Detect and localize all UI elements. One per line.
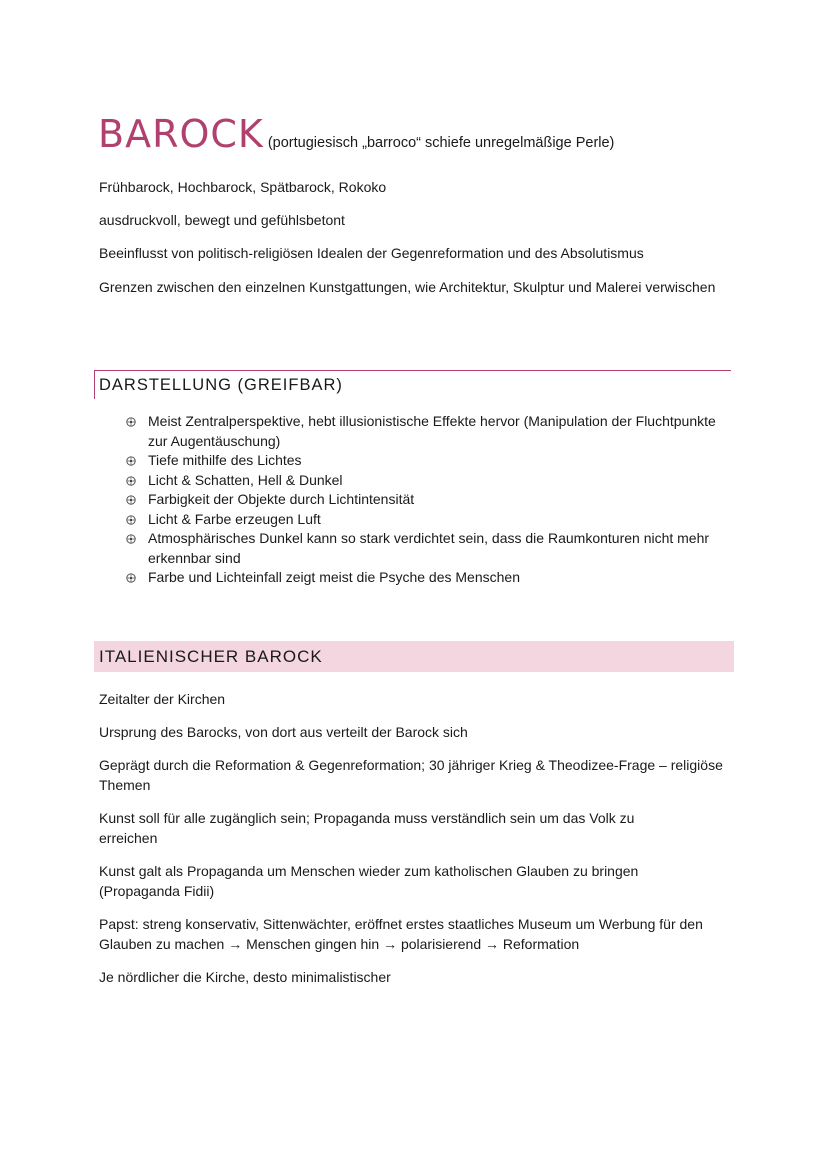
list-item-text: Tiefe mithilfe des Lichtes (148, 452, 302, 468)
body-paragraph: Ursprung des Barocks, von dort aus verteilt der Barock sich (99, 724, 468, 740)
list-item (126, 529, 726, 568)
section-heading-text: DARSTELLUNG (GREIFBAR) (99, 376, 343, 394)
flower-bullet-icon (126, 534, 136, 544)
flower-bullet-icon (126, 515, 136, 525)
body-paragraph: Zeitalter der Kirchen (99, 691, 226, 707)
list-item (126, 451, 726, 471)
section-heading-italienischer-barock (94, 641, 734, 672)
section-heading-text: ITALIENISCHER BAROCK (99, 647, 323, 666)
flower-bullet-icon (126, 476, 136, 486)
intro-paragraph: Frühbarock, Hochbarock, Spätbarock, Rokoko (99, 179, 387, 195)
list-item (126, 510, 726, 530)
flower-bullet-icon (126, 417, 136, 427)
page-title: BAROCK (98, 112, 264, 156)
flower-bullet-icon (126, 573, 136, 583)
list-item-text: Atmosphärisches Dunkel kann so stark verdichtet sein, dass die Raumkonturen nicht mehr erkennbar sind (148, 530, 710, 566)
title-subtitle: (portugiesisch „barroco“ schiefe unregelmäßige Perle) (267, 135, 615, 151)
title-line (98, 112, 614, 156)
list-item (126, 471, 726, 491)
body-paragraph: Kunst soll für alle zugänglich sein; Propaganda muss verständlich sein um das Volk zu erreichen (99, 810, 635, 846)
list-item-text: Meist Zentralperspektive, hebt illusionistische Effekte hervor (Manipulation der Fluchtpunkte zur Augentäuschung) (148, 413, 716, 449)
list-item-text: Licht & Farbe erzeugen Luft (148, 510, 321, 527)
flower-bullet-icon (126, 495, 136, 505)
list-item-text: Farbe und Lichteinfall zeigt meist die Psyche des Menschen (148, 569, 520, 585)
section-heading-darstellung (94, 370, 731, 399)
list-item-text: Licht & Schatten, Hell & Dunkel (148, 471, 343, 488)
body-paragraph: Je nördlicher die Kirche, desto minimalistischer (99, 969, 391, 985)
body-paragraph: Kunst galt als Propaganda um Menschen wieder zum katholischen Glauben zu bringen (Propaganda Fidii) (99, 863, 639, 899)
intro-paragraph: Beeinflusst von politisch-religiösen Idealen der Gegenreformation und des Absolutismus (99, 245, 644, 261)
list-item (126, 568, 726, 588)
body-paragraph: Geprägt durch die Reformation & Gegenreformation; 30 jähriger Krieg & Theodizee-Frage – religiöse Themen (99, 757, 723, 793)
list-item (126, 412, 726, 451)
body-paragraph: Papst: streng konservativ, Sittenwächter, eröffnet erstes staatliches Museum um Werbung für den Glauben zu machen → Menschen gingen hin → polarisierend → Reformation (99, 916, 703, 952)
intro-paragraph: ausdruckvoll, bewegt und gefühlsbetont (99, 212, 345, 228)
list-item (126, 490, 726, 510)
list-item-text: Farbigkeit der Objekte durch Lichtintensität (148, 491, 415, 507)
bullet-list (126, 412, 726, 588)
flower-bullet-icon (126, 456, 136, 466)
intro-paragraph: Grenzen zwischen den einzelnen Kunstgattungen, wie Architektur, Skulptur und Malerei verwischen (99, 279, 716, 295)
